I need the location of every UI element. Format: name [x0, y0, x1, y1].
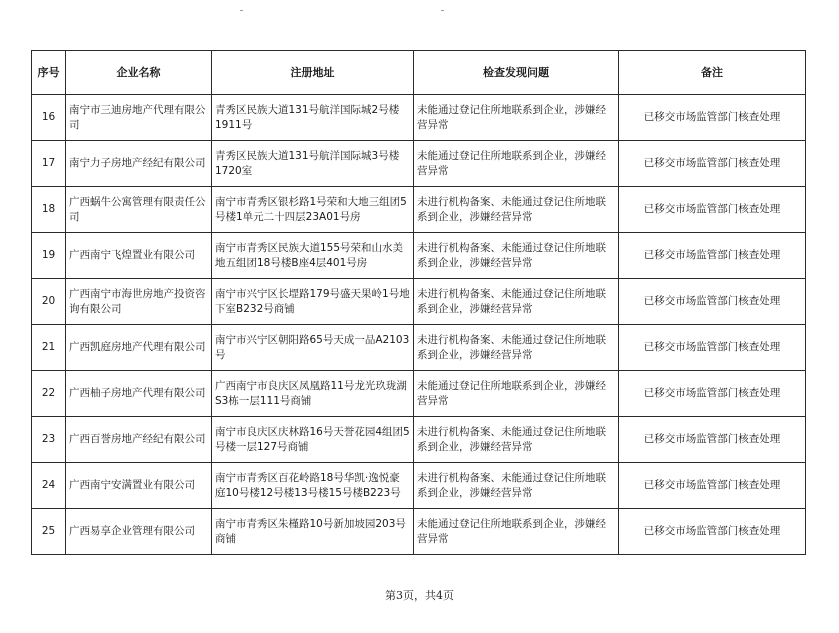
- registered-address: 南宁市青秀区朱槿路10号新加坡园203号商铺: [212, 509, 414, 555]
- table-row: [32, 187, 806, 233]
- company-name: 南宁力子房地产经纪有限公司: [66, 141, 212, 187]
- row-index: 19: [32, 233, 66, 279]
- remark: 已移交市场监管部门核查处理: [619, 233, 806, 279]
- remark: 已移交市场监管部门核查处理: [619, 325, 806, 371]
- remark: 已移交市场监管部门核查处理: [619, 417, 806, 463]
- header-remarks: 备注: [619, 51, 806, 95]
- table-row: [32, 325, 806, 371]
- remark: 已移交市场监管部门核查处理: [619, 279, 806, 325]
- company-name: 广西南宁市海世房地产投资咨询有限公司: [66, 279, 212, 325]
- row-index: 23: [32, 417, 66, 463]
- company-name: 广西南宁飞煌置业有限公司: [66, 233, 212, 279]
- company-name: 南宁市三迪房地产代理有限公司: [66, 95, 212, 141]
- remark: 已移交市场监管部门核查处理: [619, 141, 806, 187]
- inspection-issue: 未进行机构备案、未能通过登记住所地联系到企业，涉嫌经营异常: [414, 279, 619, 325]
- company-name: 广西柚子房地产代理有限公司: [66, 371, 212, 417]
- inspection-issue: 未能通过登记住所地联系到企业，涉嫌经营异常: [414, 371, 619, 417]
- scan-mark: [441, 10, 444, 11]
- row-index: 20: [32, 279, 66, 325]
- header-index: 序号: [32, 51, 66, 95]
- header-inspection-issue: 检查发现问题: [414, 51, 619, 95]
- table-row: [32, 279, 806, 325]
- page-number: 第3页，共4页: [385, 589, 454, 602]
- registered-address: 南宁市兴宁区朝阳路65号天成一品A2103号: [212, 325, 414, 371]
- enterprise-table: [31, 50, 806, 555]
- header-registered-address: 注册地址: [212, 51, 414, 95]
- table-row: [32, 417, 806, 463]
- row-index: 25: [32, 509, 66, 555]
- remark: 已移交市场监管部门核查处理: [619, 509, 806, 555]
- registered-address: 广西南宁市良庆区凤凰路11号龙光玖珑湖S3栋一层111号商铺: [212, 371, 414, 417]
- table-row: [32, 95, 806, 141]
- remark: 已移交市场监管部门核查处理: [619, 463, 806, 509]
- registered-address: 南宁市青秀区民族大道155号荣和山水美地五组团18号楼B座4层401号房: [212, 233, 414, 279]
- table-row: [32, 141, 806, 187]
- inspection-issue: 未进行机构备案、未能通过登记住所地联系到企业，涉嫌经营异常: [414, 233, 619, 279]
- header-company-name: 企业名称: [66, 51, 212, 95]
- remark: 已移交市场监管部门核查处理: [619, 187, 806, 233]
- remark: 已移交市场监管部门核查处理: [619, 371, 806, 417]
- registered-address: 南宁市青秀区百花岭路18号华凯·逸悦豪庭10号楼12号楼13号楼15号楼B223号: [212, 463, 414, 509]
- company-name: 广西南宁安满置业有限公司: [66, 463, 212, 509]
- inspection-issue: 未进行机构备案、未能通过登记住所地联系到企业，涉嫌经营异常: [414, 417, 619, 463]
- registered-address: 南宁市青秀区银杉路1号荣和大地三组团5号楼1单元二十四层23A01号房: [212, 187, 414, 233]
- table-header-row: [32, 51, 806, 95]
- row-index: 16: [32, 95, 66, 141]
- table-row: [32, 509, 806, 555]
- inspection-issue: 未能通过登记住所地联系到企业，涉嫌经营异常: [414, 95, 619, 141]
- company-name: 广西凯庭房地产代理有限公司: [66, 325, 212, 371]
- row-index: 22: [32, 371, 66, 417]
- row-index: 18: [32, 187, 66, 233]
- row-index: 17: [32, 141, 66, 187]
- inspection-issue: 未进行机构备案、未能通过登记住所地联系到企业，涉嫌经营异常: [414, 187, 619, 233]
- table-row: [32, 371, 806, 417]
- inspection-issue: 未进行机构备案、未能通过登记住所地联系到企业，涉嫌经营异常: [414, 325, 619, 371]
- registered-address: 南宁市兴宁区长堽路179号盛天果岭1号地下室B232号商铺: [212, 279, 414, 325]
- registered-address: 青秀区民族大道131号航洋国际城2号楼1911号: [212, 95, 414, 141]
- company-name: 广西百誉房地产经纪有限公司: [66, 417, 212, 463]
- remark: 已移交市场监管部门核查处理: [619, 95, 806, 141]
- table-row: [32, 463, 806, 509]
- registered-address: 青秀区民族大道131号航洋国际城3号楼1720室: [212, 141, 414, 187]
- registered-address: 南宁市良庆区庆林路16号天誉花园4组团5号楼一层127号商铺: [212, 417, 414, 463]
- row-index: 24: [32, 463, 66, 509]
- inspection-issue: 未进行机构备案、未能通过登记住所地联系到企业，涉嫌经营异常: [414, 463, 619, 509]
- company-name: 广西易享企业管理有限公司: [66, 509, 212, 555]
- table-row: [32, 233, 806, 279]
- row-index: 21: [32, 325, 66, 371]
- inspection-issue: 未能通过登记住所地联系到企业，涉嫌经营异常: [414, 141, 619, 187]
- company-name: 广西蜗牛公寓管理有限责任公司: [66, 187, 212, 233]
- scan-mark: [240, 10, 243, 11]
- inspection-issue: 未能通过登记住所地联系到企业，涉嫌经营异常: [414, 509, 619, 555]
